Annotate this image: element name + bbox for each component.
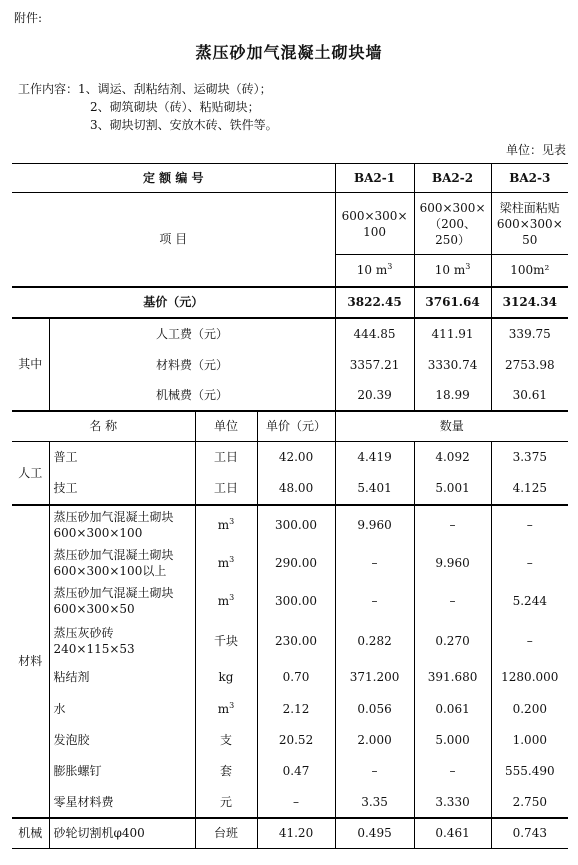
unit-ba2-3: 100m² <box>491 255 568 287</box>
unit-ba2-1-sup: 3 <box>387 262 393 272</box>
quota-table <box>12 163 568 849</box>
material-row-price: 0.70 <box>257 662 335 693</box>
material-row-q3: 5.244 <box>491 582 568 620</box>
material-row-unit: 套 <box>195 756 257 787</box>
labor-row-q1: 4.419 <box>335 442 414 473</box>
material-row-price: 0.47 <box>257 756 335 787</box>
code-ba2-2: BA2-2 <box>414 164 491 193</box>
labor-row-q2: 5.001 <box>414 473 491 505</box>
material-row-q1: 9.960 <box>335 505 414 544</box>
material-row-q3: 1280.000 <box>491 662 568 693</box>
material-row-q2: 0.270 <box>414 620 491 662</box>
material-row-q2: 3.330 <box>414 787 491 818</box>
labor-row-name: 技工 <box>49 473 195 505</box>
spec-ba2-3-line-3: 50 <box>522 232 538 247</box>
material-row-q2: 9.960 <box>414 544 491 582</box>
col-unit-header: 单位 <box>195 411 257 442</box>
labor-row-q2: 4.092 <box>414 442 491 473</box>
material-row-name-line-1: 蒸压灰砂砖 <box>53 625 114 640</box>
material-row-unit: kg <box>195 662 257 693</box>
material-row-q3: 0.200 <box>491 693 568 725</box>
material-row-q3: 555.490 <box>491 756 568 787</box>
material-cost-ba2-2: 3330.74 <box>414 349 491 381</box>
material-row-name <box>49 505 195 544</box>
material-row-name-line-2: 240×115×53 <box>53 641 135 656</box>
machinery-row-name: 砂轮切割机φ400 <box>49 818 195 849</box>
material-row-unit <box>195 505 257 544</box>
spec-ba2-1-line-2: 100 <box>363 224 386 239</box>
material-row-q3: 2.750 <box>491 787 568 818</box>
spec-ba2-3 <box>491 193 568 255</box>
material-row-name-line-2: 600×300×100以上 <box>53 563 167 578</box>
labor-row-unit: 工日 <box>195 442 257 473</box>
labor-cost-ba2-1: 444.85 <box>335 318 414 349</box>
material-row-unit-text: m <box>217 593 230 608</box>
material-row-unit: 元 <box>195 787 257 818</box>
material-row-name <box>49 582 195 620</box>
material-cost-ba2-1: 3357.21 <box>335 349 414 381</box>
material-row-name: 零星材料费 <box>49 787 195 818</box>
material-row-unit-sup: 3 <box>229 554 235 564</box>
quota-no-label: 定 额 编 号 <box>12 164 335 193</box>
unit-ba2-2-text: 10 m <box>434 263 466 278</box>
labor-row-name: 普工 <box>49 442 195 473</box>
material-cost-label: 材料费（元） <box>49 349 335 381</box>
material-row-name: 粘结剂 <box>49 662 195 693</box>
material-row-unit <box>195 582 257 620</box>
material-row-q3: – <box>491 505 568 544</box>
base-price-ba2-2: 3761.64 <box>414 287 491 318</box>
material-row-q1: 3.35 <box>335 787 414 818</box>
machinery-row-price: 41.20 <box>257 818 335 849</box>
spec-ba2-3-line-2: 600×300× <box>496 216 563 231</box>
material-row-price: 230.00 <box>257 620 335 662</box>
material-row-q1: 0.056 <box>335 693 414 725</box>
machinery-row-unit: 台班 <box>195 818 257 849</box>
code-ba2-1: BA2-1 <box>335 164 414 193</box>
of-which-label: 其中 <box>12 318 49 411</box>
item-label: 项 目 <box>12 193 335 287</box>
labor-row-price: 48.00 <box>257 473 335 505</box>
material-row-name <box>49 544 195 582</box>
material-row-price: 20.52 <box>257 725 335 756</box>
labor-row-price: 42.00 <box>257 442 335 473</box>
labor-cost-label: 人工费（元） <box>49 318 335 349</box>
machinery-cost-ba2-2: 18.99 <box>414 381 491 411</box>
work-content-line-2: 2、砌筑砌块（砖）、粘贴砌块； <box>90 100 260 114</box>
material-row-unit-text: m <box>217 555 230 570</box>
machinery-group-label: 机械 <box>12 818 49 849</box>
spec-ba2-2-line-3: 250） <box>435 232 470 247</box>
base-price-ba2-1: 3822.45 <box>335 287 414 318</box>
material-row-q1: 2.000 <box>335 725 414 756</box>
material-row-q1: 371.200 <box>335 662 414 693</box>
material-row-q2: – <box>414 756 491 787</box>
material-row-q2: 391.680 <box>414 662 491 693</box>
code-ba2-3: BA2-3 <box>491 164 568 193</box>
material-row-price: 300.00 <box>257 505 335 544</box>
material-row-name: 膨胀螺钉 <box>49 756 195 787</box>
material-row-price: 300.00 <box>257 582 335 620</box>
spec-ba2-2 <box>414 193 491 255</box>
material-row-unit <box>195 693 257 725</box>
labor-row-q1: 5.401 <box>335 473 414 505</box>
spec-ba2-2-line-2: （200、 <box>429 216 476 231</box>
material-row-q2: – <box>414 505 491 544</box>
material-row-unit: 千块 <box>195 620 257 662</box>
material-row-name-line-2: 600×300×50 <box>53 601 135 616</box>
machinery-row-q1: 0.495 <box>335 818 414 849</box>
materials-group-label: 材料 <box>12 505 49 818</box>
material-row-price: 290.00 <box>257 544 335 582</box>
attachment-label: 附件: <box>14 11 43 25</box>
labor-row-unit: 工日 <box>195 473 257 505</box>
material-row-name: 水 <box>49 693 195 725</box>
page-title: 蒸压砂加气混凝土砌块墙 <box>195 43 383 62</box>
unit-ba2-1 <box>335 255 414 287</box>
material-row-price: 2.12 <box>257 693 335 725</box>
spec-ba2-1 <box>335 193 414 255</box>
material-row-name-line-2: 600×300×100 <box>53 525 143 540</box>
material-row-unit: 支 <box>195 725 257 756</box>
spec-ba2-1-line-1: 600×300× <box>341 208 408 223</box>
material-cost-ba2-3: 2753.98 <box>491 349 568 381</box>
material-row-unit-sup: 3 <box>229 516 235 526</box>
material-row-q2: 0.061 <box>414 693 491 725</box>
labor-row-q3: 4.125 <box>491 473 568 505</box>
base-price-ba2-3: 3124.34 <box>491 287 568 318</box>
material-row-q3: 1.000 <box>491 725 568 756</box>
base-price-label: 基价（元） <box>12 287 335 318</box>
material-row-name-line-1: 蒸压砂加气混凝土砌块 <box>53 585 174 600</box>
machinery-cost-ba2-1: 20.39 <box>335 381 414 411</box>
material-row-q2: – <box>414 582 491 620</box>
material-row-q1: – <box>335 582 414 620</box>
material-row-unit-sup: 3 <box>229 592 235 602</box>
material-row-q1: 0.282 <box>335 620 414 662</box>
labor-group-label: 人工 <box>12 442 49 505</box>
col-quantity-header: 数量 <box>335 411 568 442</box>
material-row-unit-text: m <box>217 701 230 716</box>
material-row-unit-sup: 3 <box>229 700 235 710</box>
material-row-q2: 5.000 <box>414 725 491 756</box>
material-row-q3: – <box>491 620 568 662</box>
unit-ba2-2 <box>414 255 491 287</box>
col-unit-price-header: 单价（元） <box>257 411 335 442</box>
labor-row-q3: 3.375 <box>491 442 568 473</box>
machinery-row-q2: 0.461 <box>414 818 491 849</box>
unit-ba2-1-text: 10 m <box>356 263 388 278</box>
material-row-q3: – <box>491 544 568 582</box>
unit-ba2-2-sup: 3 <box>465 262 471 272</box>
machinery-cost-ba2-3: 30.61 <box>491 381 568 411</box>
work-content-line-1: 工作内容：1、调运、刮粘结剂、运砌块（砖）； <box>18 82 272 96</box>
material-row-q1: – <box>335 756 414 787</box>
col-name-header: 名 称 <box>12 411 195 442</box>
labor-cost-ba2-2: 411.91 <box>414 318 491 349</box>
labor-cost-ba2-3: 339.75 <box>491 318 568 349</box>
machinery-row-q3: 0.743 <box>491 818 568 849</box>
material-row-q1: – <box>335 544 414 582</box>
spec-ba2-2-line-1: 600×300× <box>419 200 486 215</box>
spec-ba2-3-line-1: 梁柱面粘贴 <box>499 200 560 215</box>
material-row-name-line-1: 蒸压砂加气混凝土砌块 <box>53 509 174 524</box>
material-row-name: 发泡胶 <box>49 725 195 756</box>
work-content-line-3: 3、砌块切割、安放木砖、铁件等。 <box>90 118 278 132</box>
material-row-unit <box>195 544 257 582</box>
material-row-name-line-1: 蒸压砂加气混凝土砌块 <box>53 547 174 562</box>
material-row-name <box>49 620 195 662</box>
material-row-unit-text: m <box>217 517 230 532</box>
machinery-cost-label: 机械费（元） <box>49 381 335 411</box>
unit-note: 单位：见表 <box>505 143 566 157</box>
material-row-price: – <box>257 787 335 818</box>
